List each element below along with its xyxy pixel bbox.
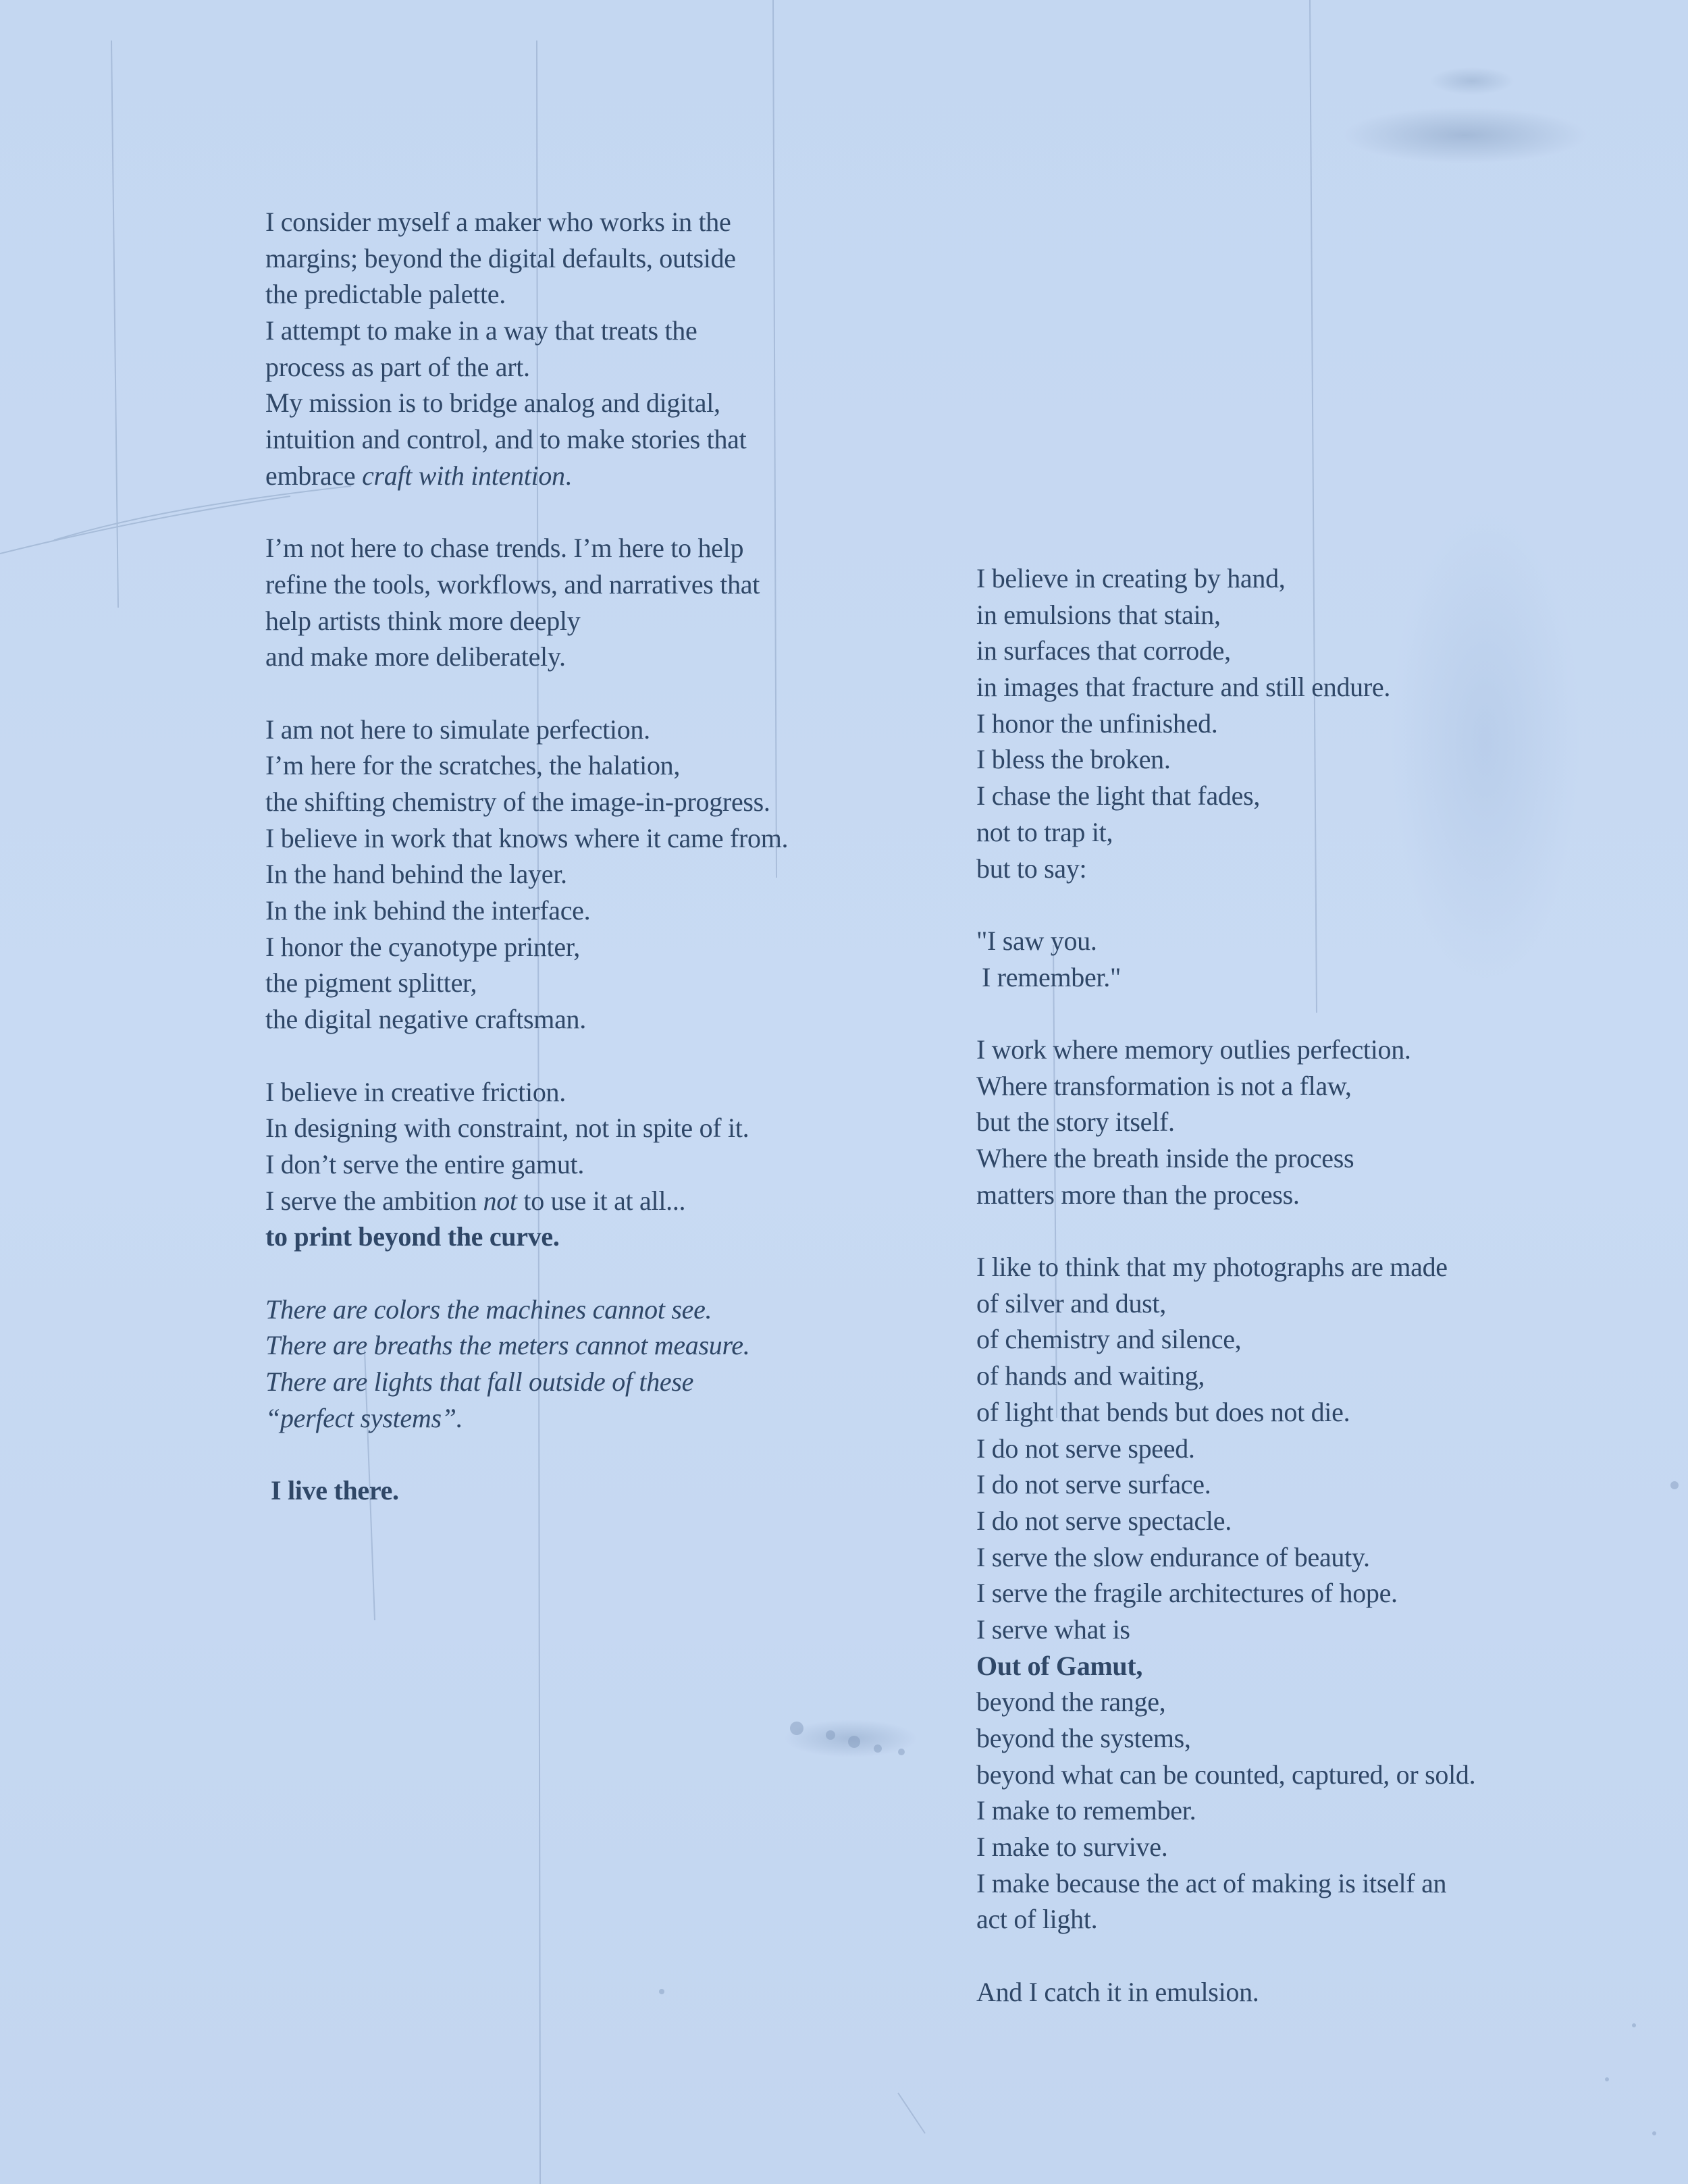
italic-line: There are lights that fall outside of these (265, 1366, 694, 1397)
text-line: of hands and waiting, (976, 1360, 1205, 1391)
text-line: process as part of the art. (265, 351, 530, 382)
stanza-gap (976, 886, 1475, 923)
text-line: of silver and dust, (976, 1287, 1166, 1319)
text-line: help artists think more deeply (265, 605, 581, 636)
text-line: I chase the light that fades, (976, 780, 1261, 811)
italic-line: There are colors the machines cannot see. (265, 1294, 712, 1325)
text-line: I don’t serve the entire gamut. (265, 1148, 585, 1179)
italic-line: There are breaths the meters cannot measure. (265, 1330, 750, 1361)
text-line: intuition and control, and to make stories that (265, 424, 747, 455)
text-line: beyond what can be counted, captured, or sold. (976, 1759, 1476, 1790)
text-line: In the ink behind the interface. (265, 895, 591, 926)
bold-line: Out of Gamut, (976, 1650, 1143, 1681)
text-line: I believe in creative friction. (265, 1076, 566, 1107)
text-line: matters more than the process. (976, 1179, 1300, 1210)
italic-word: not (483, 1185, 517, 1216)
stanza-gap (265, 1255, 788, 1291)
text-line: I believe in creating by hand, (976, 563, 1286, 593)
text-line: I like to think that my photographs are made (976, 1252, 1448, 1283)
closing-line: And I catch it in emulsion. (976, 1976, 1259, 2007)
text-line: I make to survive. (976, 1832, 1168, 1863)
text-fragment: embrace (265, 460, 363, 491)
text-line-mixed (265, 458, 788, 494)
quote-line: "I saw you. (976, 925, 1097, 956)
text-line: Where the breath inside the process (976, 1143, 1354, 1173)
text-line: I work where memory outlies perfection. (976, 1034, 1411, 1065)
text-line-mixed (265, 1183, 788, 1219)
text-line: refine the tools, workflows, and narratives that (265, 568, 760, 600)
text-line: I attempt to make in a way that treats the (265, 315, 697, 346)
text-line: In designing with constraint, not in spite of it. (265, 1113, 749, 1144)
text-line: I serve the fragile architectures of hope. (976, 1578, 1398, 1609)
text-fragment: I serve the ambition (265, 1185, 483, 1216)
stanza-gap (976, 1213, 1475, 1249)
bold-line: to print beyond the curve. (265, 1221, 560, 1252)
text-line: I do not serve speed. (976, 1433, 1195, 1464)
stanza-gap (976, 1938, 1475, 1974)
text-line: and make more deliberately. (265, 641, 566, 672)
text-line: In the hand behind the layer. (265, 859, 567, 890)
stanza-gap (265, 1436, 788, 1472)
text-fragment: . (564, 460, 572, 491)
stanza-gap (265, 1038, 788, 1074)
text-line: I bless the broken. (976, 744, 1171, 775)
right-column (976, 560, 1475, 2010)
italic-line: “perfect systems”. (265, 1402, 463, 1433)
text-line: the pigment splitter, (265, 967, 477, 998)
text-line: but the story itself. (976, 1107, 1175, 1138)
text-line: of light that bends but does not die. (976, 1396, 1350, 1427)
text-line: I believe in work that knows where it came from. (265, 822, 789, 853)
text-line: I do not serve surface. (976, 1469, 1211, 1500)
text-line: I’m not here to chase trends. I’m here to help (265, 533, 744, 564)
text-line: in surfaces that corrode, (976, 635, 1231, 666)
stanza-gap (976, 995, 1475, 1032)
text-fragment: to use it at all... (517, 1185, 686, 1216)
text-line: I serve the slow endurance of beauty. (976, 1541, 1370, 1572)
text-line: act of light. (976, 1904, 1098, 1935)
left-column (265, 204, 788, 1509)
italic-phrase: craft with intention (362, 460, 565, 491)
text-line: but to say: (976, 853, 1087, 884)
text-line: Where transformation is not a flaw, (976, 1070, 1352, 1101)
text-line: in emulsions that stain, (976, 599, 1221, 630)
text-line: I’m here for the scratches, the halation, (265, 750, 681, 781)
quote-line: I remember." (982, 961, 1121, 992)
text-line: beyond the range, (976, 1686, 1166, 1717)
text-line: I honor the unfinished. (976, 708, 1218, 739)
stanza-gap (265, 494, 788, 531)
text-line: beyond the systems, (976, 1723, 1191, 1753)
text-line: the shifting chemistry of the image-in-progress. (265, 787, 770, 817)
closing-bold-line: I live there. (271, 1475, 399, 1506)
stanza-gap (265, 675, 788, 712)
text-line: I consider myself a maker who works in the (265, 207, 731, 237)
text-line: I serve what is (976, 1614, 1130, 1645)
text-line: margins; beyond the digital defaults, outside (265, 242, 736, 273)
text-line: I honor the cyanotype printer, (265, 931, 580, 962)
text-line: I make because the act of making is itself an (976, 1867, 1447, 1898)
text-line: in images that fracture and still endure. (976, 672, 1391, 703)
text-line: My mission is to bridge analog and digital, (265, 388, 720, 419)
text-line: I do not serve spectacle. (976, 1505, 1232, 1536)
text-line: the predictable palette. (265, 279, 506, 310)
text-line: the digital negative craftsman. (265, 1004, 586, 1035)
text-line: of chemistry and silence, (976, 1324, 1242, 1355)
text-line: I am not here to simulate perfection. (265, 714, 650, 745)
text-line: not to trap it, (976, 816, 1113, 847)
text-line: I make to remember. (976, 1795, 1196, 1826)
